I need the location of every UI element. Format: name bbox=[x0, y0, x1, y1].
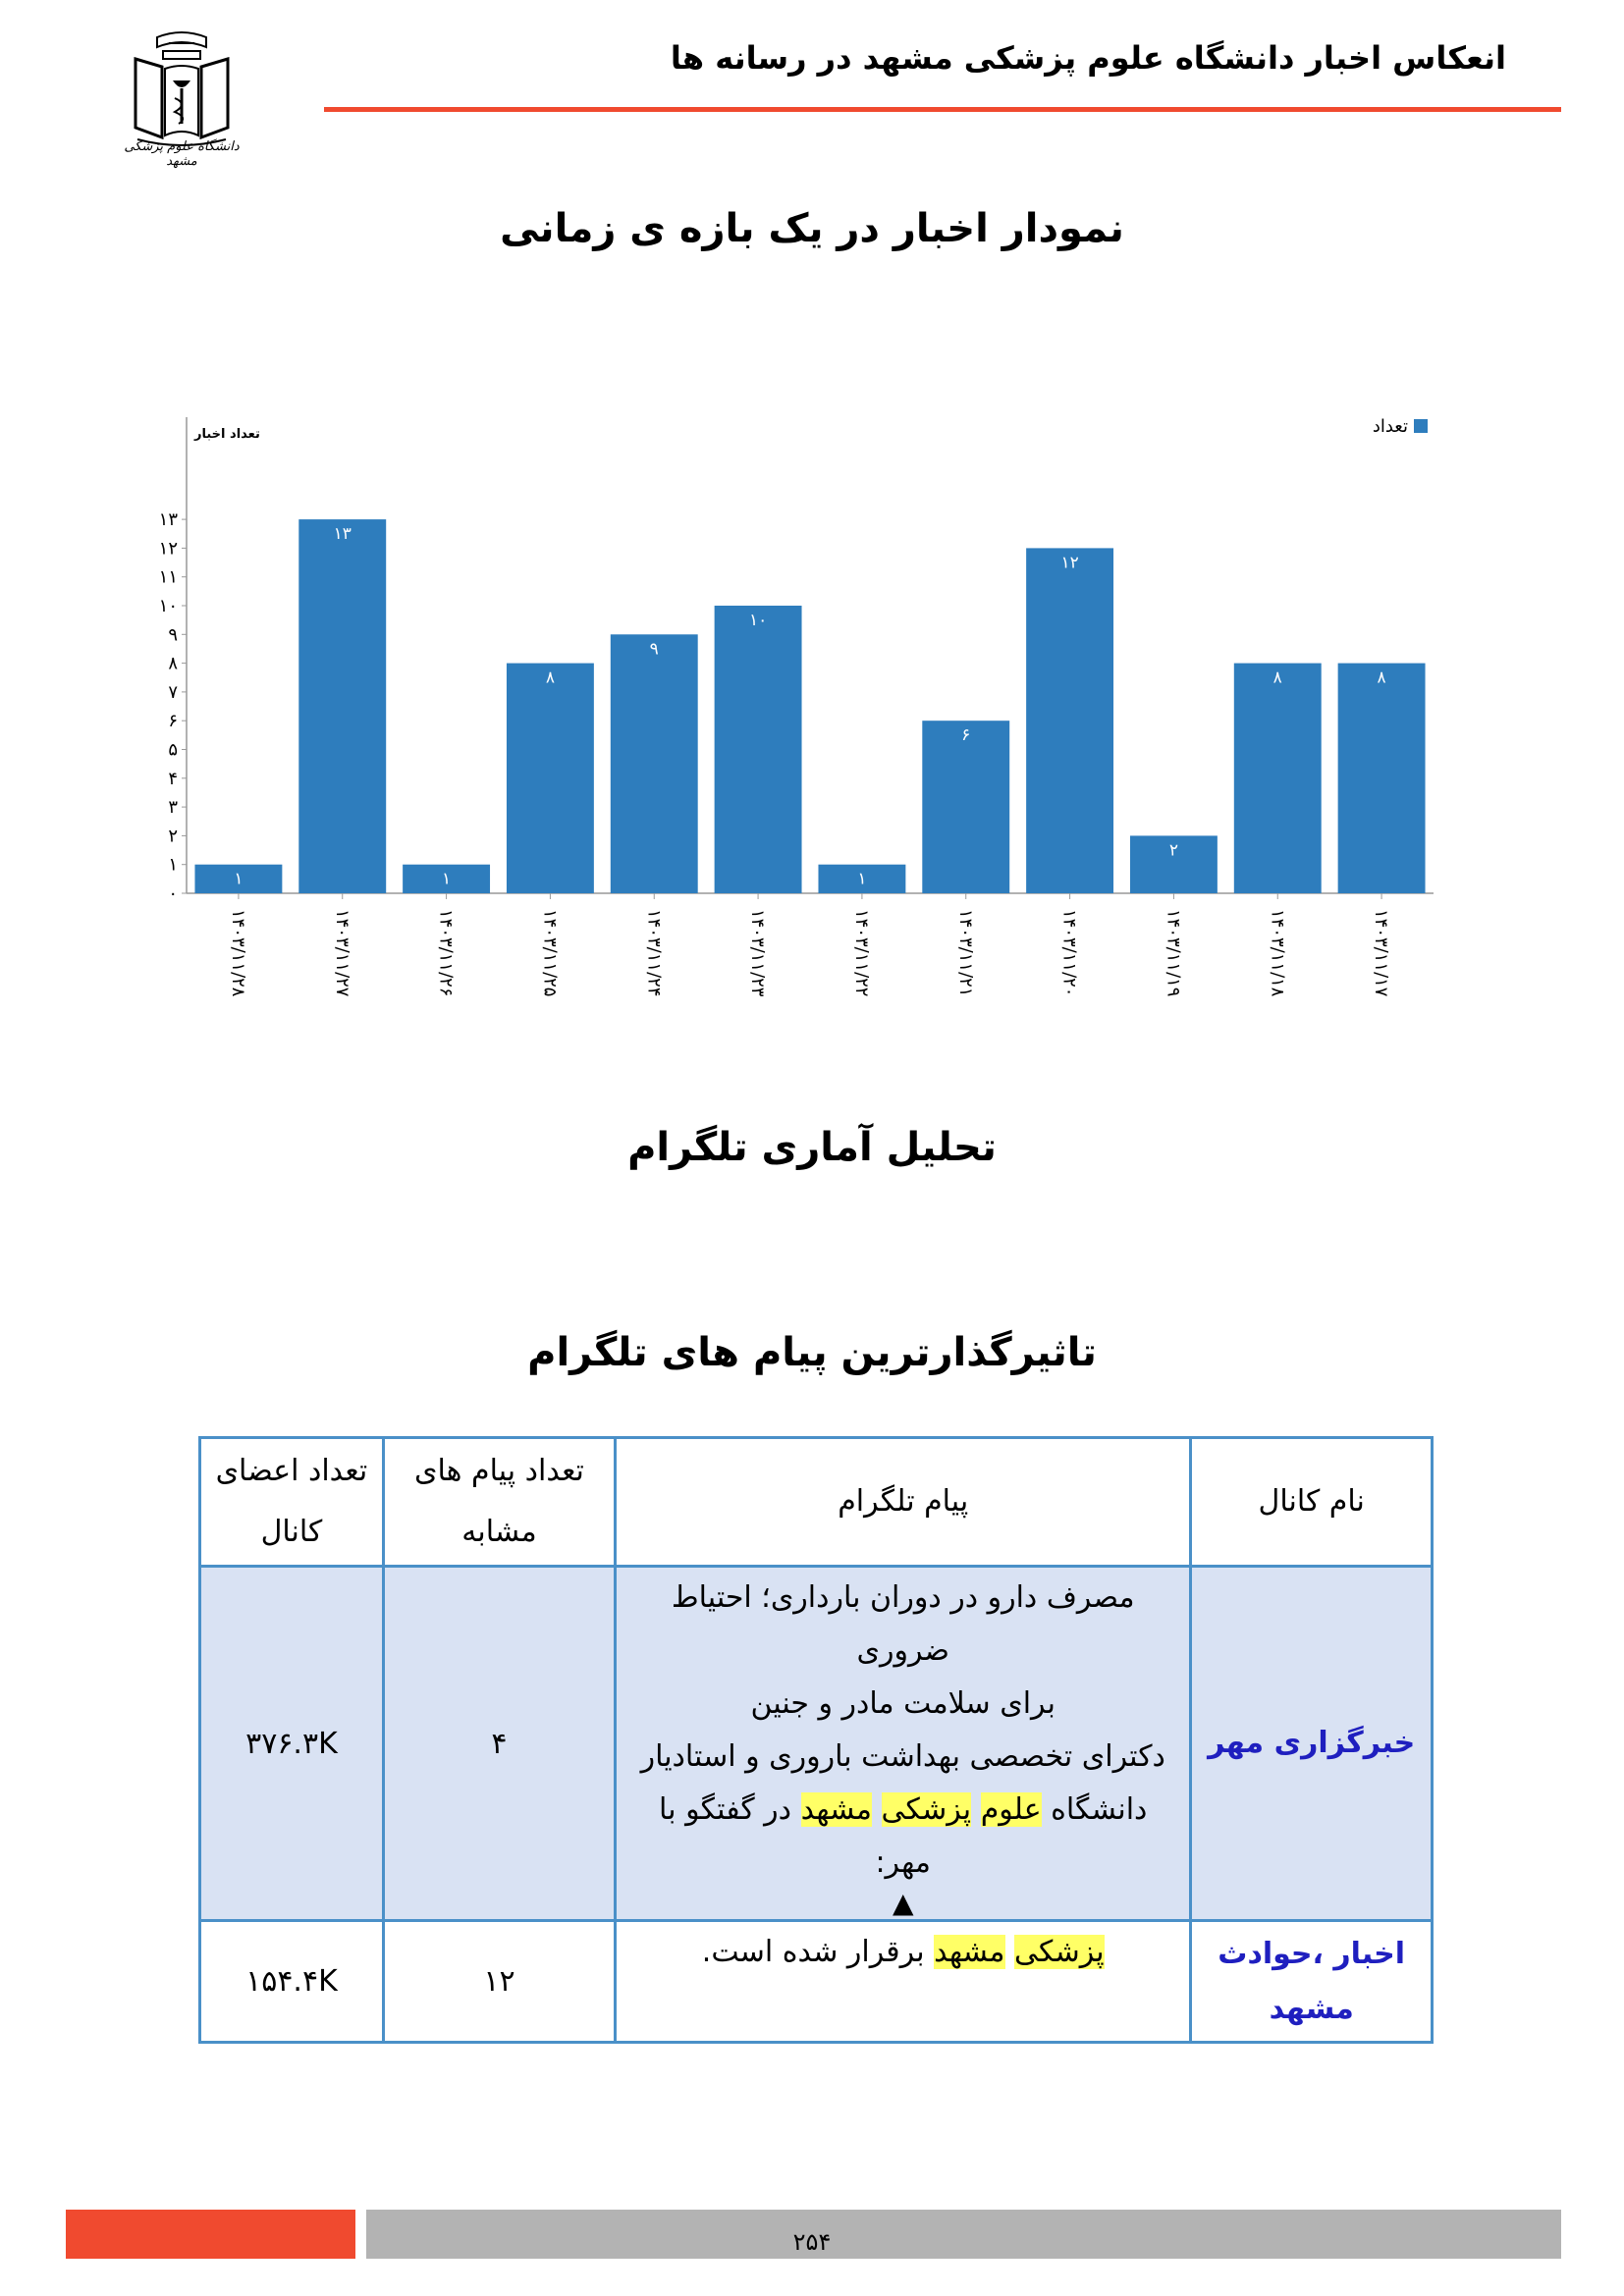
message-text bbox=[872, 1792, 882, 1827]
x-tick-label: ۱۴۰۳/۱۱/۲۲ bbox=[850, 909, 872, 997]
page-number: ۲۵۴ bbox=[792, 2228, 832, 2256]
bar-value-label: ۲ bbox=[1168, 840, 1178, 861]
chart-section-title: نمودار اخبار در یک بازه ی زمانی bbox=[500, 206, 1124, 251]
header-divider bbox=[324, 107, 1561, 112]
header-members-line2: کانال bbox=[260, 1515, 323, 1549]
x-tick-label: ۱۴۰۳/۱۱/۲۶ bbox=[435, 909, 457, 997]
x-tick-label: ۱۴۰۳/۱۱/۲۱ bbox=[954, 909, 976, 997]
bar bbox=[611, 634, 698, 893]
message-line: دکترای تخصصی بهداشت باروری و استادیار bbox=[640, 1739, 1165, 1774]
highlight-term: پزشکی bbox=[1014, 1935, 1105, 1969]
bar-value-label: ۱۳ bbox=[333, 524, 352, 545]
channel-cell bbox=[1191, 1567, 1433, 1921]
bar bbox=[922, 721, 1009, 893]
bar bbox=[715, 606, 802, 893]
bar-value-label: ۶ bbox=[961, 725, 971, 746]
highlight-term: علوم bbox=[980, 1792, 1042, 1827]
message-text: برقرار شده است. bbox=[701, 1935, 935, 1969]
message-line bbox=[636, 1926, 1169, 1979]
message-cell bbox=[616, 1921, 1191, 2043]
header-members bbox=[200, 1438, 384, 1567]
highlight-term: مشهد bbox=[800, 1792, 872, 1827]
header-similar-line2: مشابه bbox=[461, 1515, 537, 1549]
header-similar-line1: تعداد پیام های bbox=[414, 1454, 584, 1488]
legend-label: تعداد bbox=[1372, 416, 1408, 437]
y-tick-label: ۴ bbox=[168, 768, 178, 789]
bar-value-label: ۱ bbox=[857, 869, 867, 889]
header-members-line1: تعداد اعضای bbox=[215, 1454, 368, 1488]
x-tick-label: ۱۴۰۳/۱۱/۲۷ bbox=[331, 909, 352, 997]
x-tick-label: ۱۴۰۳/۱۱/۱۹ bbox=[1163, 909, 1184, 997]
message-text bbox=[971, 1792, 981, 1827]
document-header-title: انعکاس اخبار دانشگاه علوم پزشکی مشهد در رسانه ها bbox=[670, 39, 1506, 77]
y-tick-label: ۳ bbox=[168, 797, 178, 819]
bar-value-label: ۱ bbox=[442, 869, 452, 889]
university-emblem-icon bbox=[118, 29, 245, 167]
bar-value-label: ۱ bbox=[234, 869, 244, 889]
bar bbox=[1338, 664, 1426, 893]
message-text bbox=[1005, 1935, 1015, 1969]
table-header-row bbox=[200, 1438, 1433, 1567]
message-line: برای سلامت مادر و جنین bbox=[750, 1686, 1056, 1721]
y-tick-label: ۹ bbox=[168, 624, 178, 646]
members-count-cell: ۱۵۴.۴K bbox=[200, 1921, 384, 2043]
bar-value-label: ۸ bbox=[1377, 667, 1386, 688]
similar-count-cell: ۱۲ bbox=[383, 1921, 615, 2043]
message-text: در گفتگو با مهر: bbox=[659, 1792, 931, 1880]
bar-value-label: ۸ bbox=[545, 667, 555, 688]
bar bbox=[1026, 548, 1113, 893]
y-tick-label: ۸ bbox=[168, 653, 178, 674]
x-tick-label: ۱۴۰۳/۱۱/۲۸ bbox=[227, 909, 248, 997]
y-tick-label: ۱ bbox=[168, 854, 178, 876]
channel-cell bbox=[1191, 1921, 1433, 2043]
similar-count-cell: ۴ bbox=[383, 1567, 615, 1921]
bar bbox=[507, 664, 594, 893]
y-tick-label: ۷ bbox=[168, 681, 178, 703]
message-cell bbox=[616, 1567, 1191, 1921]
bar bbox=[298, 519, 386, 893]
y-tick-label: ۶ bbox=[168, 711, 178, 732]
y-axis-label: تعداد اخبار bbox=[194, 427, 260, 442]
bar-value-label: ۸ bbox=[1272, 667, 1282, 688]
y-tick-label: ۱۱ bbox=[158, 566, 178, 588]
bar-value-label: ۱۲ bbox=[1060, 553, 1079, 573]
table-row bbox=[200, 1921, 1433, 2043]
expand-triangle-icon[interactable]: ▲ bbox=[892, 1887, 914, 1919]
top-telegram-messages-table bbox=[198, 1436, 1434, 2044]
x-tick-label: ۱۴۰۳/۱۱/۱۸ bbox=[1267, 909, 1288, 997]
legend-swatch bbox=[1414, 419, 1428, 433]
y-tick-label: ۵ bbox=[168, 739, 178, 761]
channel-link[interactable]: خبرگزاری مهر bbox=[1208, 1726, 1416, 1760]
message-line: مصرف دارو در دوران بارداری؛ احتیاط ضروری bbox=[671, 1580, 1135, 1668]
members-count-cell: ۳۷۶.۳K bbox=[200, 1567, 384, 1921]
header-channel: نام کانال bbox=[1191, 1438, 1433, 1567]
message-line bbox=[636, 1784, 1169, 1890]
bar-value-label: ۱۰ bbox=[748, 611, 768, 630]
telegram-section-title: تحلیل آماری تلگرام bbox=[627, 1125, 997, 1170]
message-text: دانشگاه bbox=[1041, 1792, 1148, 1827]
y-tick-label: ۲ bbox=[168, 826, 178, 847]
header-message: پیام تلگرام bbox=[616, 1438, 1191, 1567]
bar bbox=[1234, 664, 1322, 893]
x-tick-label: ۱۴۰۳/۱۱/۲۵ bbox=[539, 909, 561, 997]
y-tick-label: ۱۰ bbox=[158, 596, 178, 616]
x-tick-label: ۱۴۰۳/۱۱/۲۰ bbox=[1058, 909, 1080, 997]
y-tick-label: ۱۳ bbox=[158, 509, 178, 531]
highlight-term: پزشکی bbox=[881, 1792, 972, 1827]
bar-value-label: ۹ bbox=[649, 639, 659, 660]
top-messages-section-title: تاثیرگذارترین پیام های تلگرام bbox=[527, 1330, 1097, 1375]
header-similar bbox=[383, 1438, 615, 1567]
x-tick-label: ۱۴۰۳/۱۱/۲۴ bbox=[643, 909, 665, 997]
x-tick-label: ۱۴۰۳/۱۱/۲۳ bbox=[747, 909, 769, 997]
channel-link[interactable]: اخبار ،حوادث مشهد bbox=[1218, 1936, 1406, 2026]
x-tick-label: ۱۴۰۳/۱۱/۱۷ bbox=[1371, 909, 1392, 997]
y-tick-label: ۰ bbox=[168, 883, 178, 904]
logo-caption: دانشگاه علوم پزشکی مشهد bbox=[124, 139, 240, 169]
y-tick-label: ۱۲ bbox=[158, 538, 178, 560]
news-bar-chart bbox=[137, 402, 1443, 1041]
highlight-term: مشهد bbox=[934, 1935, 1005, 1969]
table-row bbox=[200, 1567, 1433, 1921]
